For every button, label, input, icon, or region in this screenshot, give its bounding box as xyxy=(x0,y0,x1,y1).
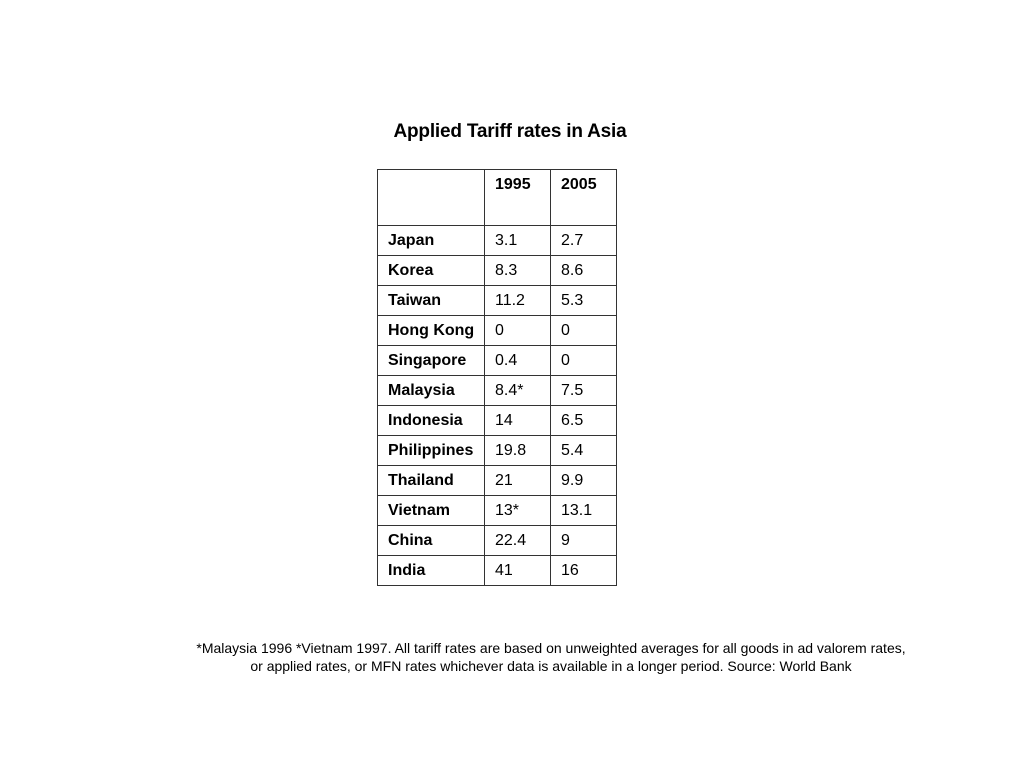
value-2005-cell: 13.1 xyxy=(551,496,617,526)
value-2005-cell: 16 xyxy=(551,556,617,586)
value-2005-cell: 8.6 xyxy=(551,256,617,286)
value-2005-cell: 7.5 xyxy=(551,376,617,406)
value-2005-cell: 9 xyxy=(551,526,617,556)
country-cell: Vietnam xyxy=(378,496,485,526)
value-1995-cell: 3.1 xyxy=(485,226,551,256)
table-row xyxy=(378,556,617,586)
footnote xyxy=(0,639,1024,675)
value-1995-cell: 8.3 xyxy=(485,256,551,286)
value-1995-cell: 21 xyxy=(485,466,551,496)
value-2005-cell: 0 xyxy=(551,316,617,346)
value-2005-cell: 2.7 xyxy=(551,226,617,256)
value-2005-cell: 5.3 xyxy=(551,286,617,316)
table-row xyxy=(378,436,617,466)
page-title: Applied Tariff rates in Asia xyxy=(393,121,627,142)
table-row xyxy=(378,496,617,526)
table-row xyxy=(378,346,617,376)
country-cell: Taiwan xyxy=(378,286,485,316)
country-cell: Malaysia xyxy=(378,376,485,406)
header-cell-1995: 1995 xyxy=(485,170,551,226)
value-1995-cell: 13* xyxy=(485,496,551,526)
table-row xyxy=(378,526,617,556)
country-cell: Singapore xyxy=(378,346,485,376)
value-2005-cell: 9.9 xyxy=(551,466,617,496)
country-cell: India xyxy=(378,556,485,586)
table-header-row xyxy=(378,170,617,226)
table-row xyxy=(378,376,617,406)
value-1995-cell: 0 xyxy=(485,316,551,346)
country-cell: Hong Kong xyxy=(378,316,485,346)
country-cell: Korea xyxy=(378,256,485,286)
country-cell: China xyxy=(378,526,485,556)
table-row xyxy=(378,286,617,316)
footnote-line-1: *Malaysia 1996 *Vietnam 1997. All tariff rates are based on unweighted averages for all goods in ad valorem rates, xyxy=(196,640,906,656)
value-2005-cell: 6.5 xyxy=(551,406,617,436)
table-row xyxy=(378,256,617,286)
header-cell-2005: 2005 xyxy=(551,170,617,226)
value-1995-cell: 8.4* xyxy=(485,376,551,406)
tariff-table xyxy=(377,169,617,586)
country-cell: Japan xyxy=(378,226,485,256)
value-2005-cell: 5.4 xyxy=(551,436,617,466)
value-1995-cell: 11.2 xyxy=(485,286,551,316)
country-cell: Philippines xyxy=(378,436,485,466)
country-cell: Thailand xyxy=(378,466,485,496)
value-1995-cell: 41 xyxy=(485,556,551,586)
header-cell-country xyxy=(378,170,485,226)
value-1995-cell: 19.8 xyxy=(485,436,551,466)
footnote-line-2: or applied rates, or MFN rates whichever data is available in a longer period. Source: World Bank xyxy=(250,658,852,674)
country-cell: Indonesia xyxy=(378,406,485,436)
value-2005-cell: 0 xyxy=(551,346,617,376)
value-1995-cell: 0.4 xyxy=(485,346,551,376)
table-row xyxy=(378,316,617,346)
table-row xyxy=(378,406,617,436)
value-1995-cell: 22.4 xyxy=(485,526,551,556)
table-row xyxy=(378,226,617,256)
table-row xyxy=(378,466,617,496)
value-1995-cell: 14 xyxy=(485,406,551,436)
